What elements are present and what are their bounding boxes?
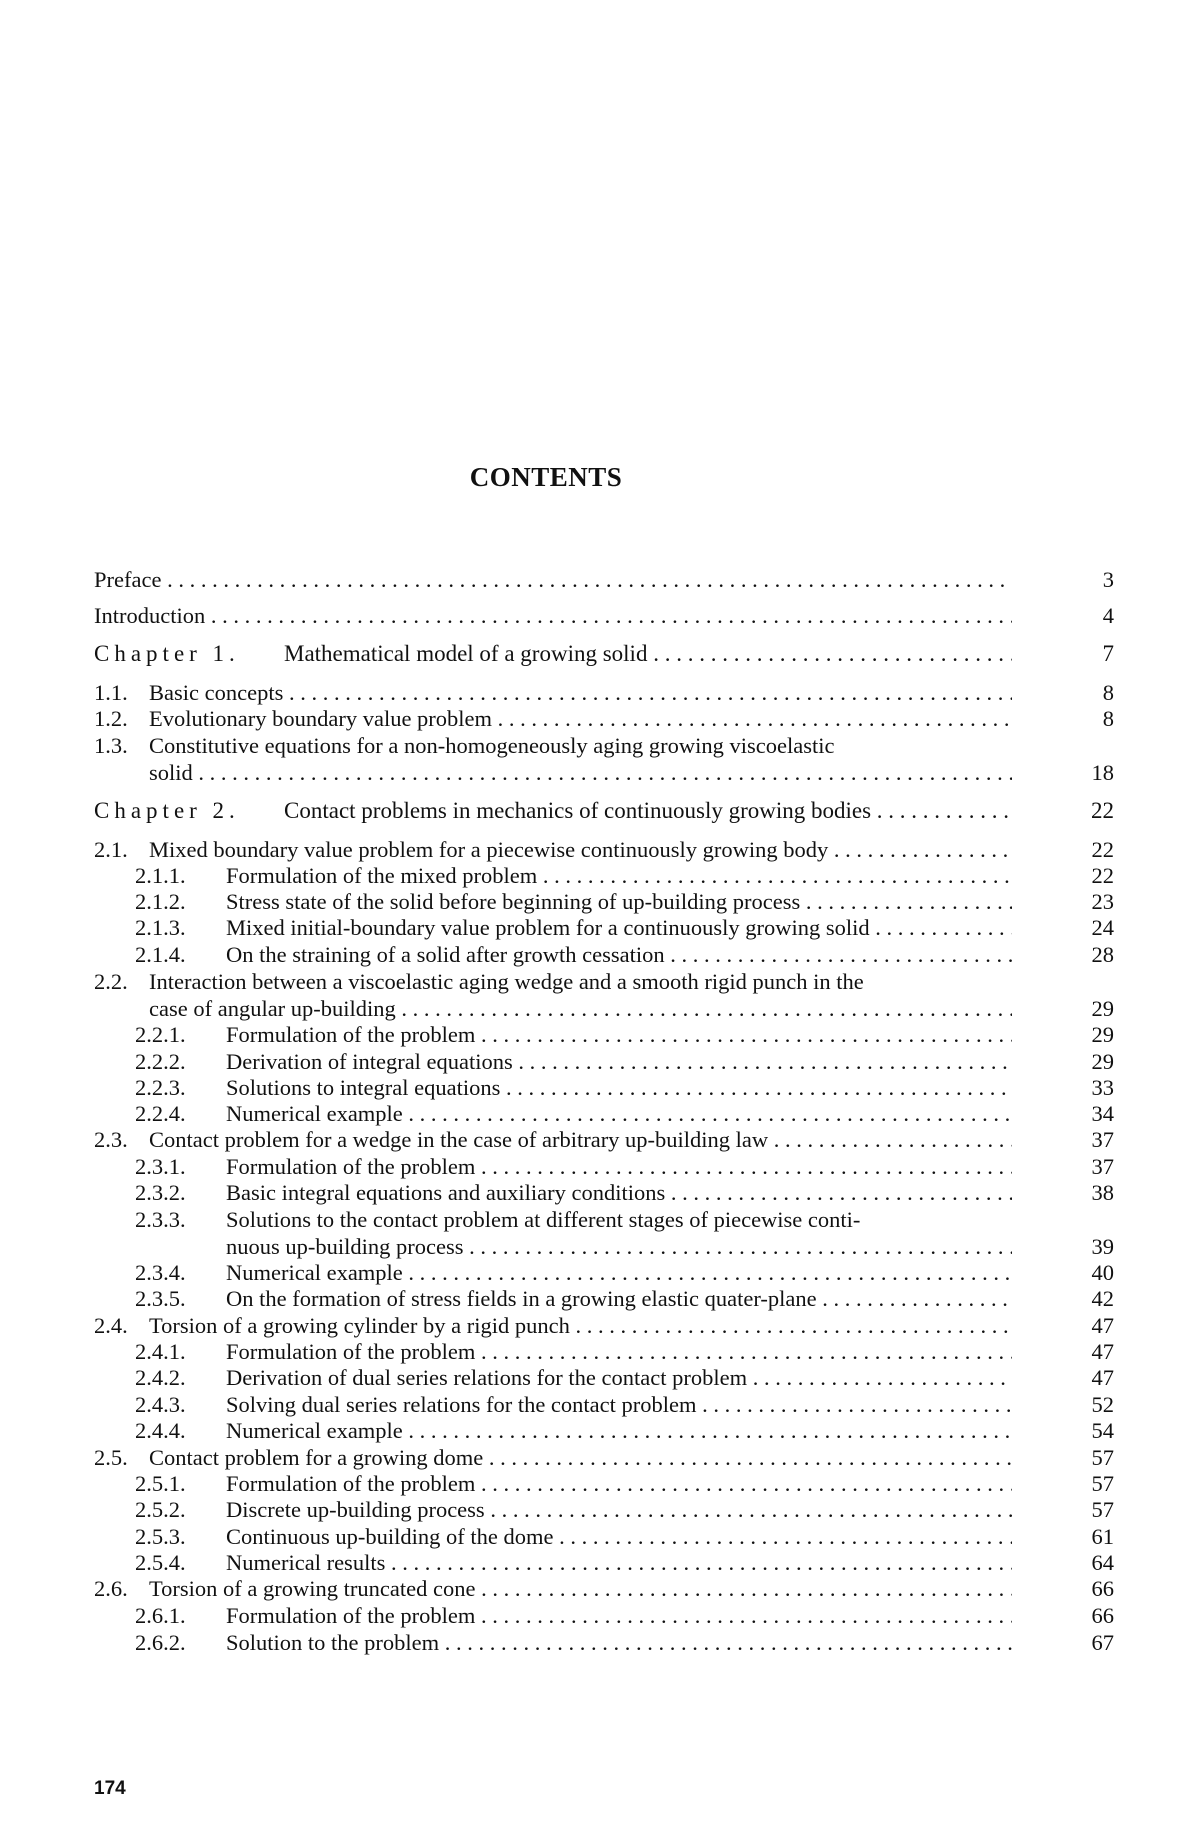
toc-entry xyxy=(94,1126,1114,1153)
toc-entry xyxy=(94,566,1114,593)
toc-entry xyxy=(94,1575,1114,1602)
toc-entry-title: Torsion of a growing cylinder by a rigid punch . . . xyxy=(149,1312,1012,1339)
toc-entry xyxy=(94,1417,1114,1444)
toc-entry-number: 2.5.4. xyxy=(135,1550,186,1575)
toc-entry-title: Basic concepts . . . xyxy=(149,679,1012,706)
toc-entry-number: 2.2.1. xyxy=(135,1022,186,1047)
toc-entry-number: 2.1. xyxy=(94,837,128,862)
toc-entry-title: Interaction between a viscoelastic aging wedge and a smooth rigid punch in the xyxy=(149,969,864,994)
toc-entry-page: 8 xyxy=(1102,680,1114,705)
toc-entry-title: Formulation of the problem . . . xyxy=(226,1153,1012,1180)
toc-entry xyxy=(94,1391,1114,1418)
toc-entry-number: 2.5.1. xyxy=(135,1471,186,1496)
toc-entry-page: 3 xyxy=(1102,567,1114,592)
toc-entry-number: 2.3.4. xyxy=(135,1260,186,1285)
toc-entry-page: 29 xyxy=(1091,1049,1114,1074)
toc-entry-page: 54 xyxy=(1091,1418,1114,1443)
toc-entry xyxy=(94,1233,1114,1260)
toc-entry xyxy=(94,1153,1114,1180)
toc-entry-title: Formulation of the mixed problem . . . xyxy=(226,862,1012,889)
toc-entry-number: 2.2.3. xyxy=(135,1075,186,1100)
toc-chapter-entry xyxy=(94,797,1114,824)
toc-entry-page: 47 xyxy=(1091,1339,1114,1364)
toc-entry-title: Formulation of the problem . . . xyxy=(226,1338,1012,1365)
toc-entry-page: 29 xyxy=(1091,1022,1114,1047)
toc-entry-title: Stress state of the solid before beginning of up-building process . . . xyxy=(226,888,1012,915)
toc-entry xyxy=(94,1312,1114,1339)
toc-entry-title: Formulation of the problem . . . xyxy=(226,1602,1012,1629)
toc-entry-title: Mixed initial-boundary value problem for a continuously growing solid . . . xyxy=(226,914,1012,941)
toc-entry-number: 2.4.4. xyxy=(135,1418,186,1443)
toc-entry xyxy=(94,1259,1114,1286)
toc-entry xyxy=(94,602,1114,629)
toc-entry-title: Preface . . . xyxy=(94,566,1012,593)
toc-entry-title: Solving dual series relations for the contact problem . . . xyxy=(226,1391,1012,1418)
toc-entry-page: 22 xyxy=(1091,863,1114,888)
toc-entry-page: 52 xyxy=(1091,1392,1114,1417)
toc-entry-title: Solutions to the contact problem at different stages of piecewise conti- xyxy=(226,1207,861,1232)
toc-entry-page: 40 xyxy=(1091,1260,1114,1285)
toc-entry xyxy=(94,888,1114,915)
toc-entry-number: Chapter 1. xyxy=(94,641,240,666)
toc-entry-title: Discrete up-building process . . . xyxy=(226,1496,1012,1523)
toc-entry-title: Numerical example . . . xyxy=(226,1100,1012,1127)
toc-entry-number: 2.3.2. xyxy=(135,1180,186,1205)
toc-entry-title: Introduction . . . xyxy=(94,602,1012,629)
toc-entry-number: 2.6.1. xyxy=(135,1603,186,1628)
toc-entry-title: Numerical results . . . xyxy=(226,1549,1012,1576)
toc-entry-title: Formulation of the problem . . . xyxy=(226,1470,1012,1497)
toc-entry-title: Solution to the problem . . . xyxy=(226,1629,1012,1656)
toc-entry-page: 47 xyxy=(1091,1365,1114,1390)
toc-entry-page: 22 xyxy=(1091,837,1114,862)
toc-entry-page: 4 xyxy=(1102,603,1114,628)
toc-entry-page: 38 xyxy=(1091,1180,1114,1205)
toc-entry xyxy=(94,1549,1114,1576)
toc-entry-title: Contact problem for a growing dome . . . xyxy=(149,1444,1012,1471)
toc-entry-number: 2.1.1. xyxy=(135,863,186,888)
toc-entry xyxy=(94,1206,1114,1233)
toc-entry-title: Torsion of a growing truncated cone . . . xyxy=(149,1575,1012,1602)
toc-entry-number: 2.2.4. xyxy=(135,1101,186,1126)
toc-entry xyxy=(94,995,1114,1022)
toc-entry-number: 2.2. xyxy=(94,969,128,994)
toc-entry-page: 37 xyxy=(1091,1154,1114,1179)
toc-entry-page: 23 xyxy=(1091,889,1114,914)
toc-entry-number: 1.2. xyxy=(94,706,128,731)
toc-entry-page: 29 xyxy=(1091,996,1114,1021)
toc-entry-title: Contact problems in mechanics of continuously growing bodies . . . xyxy=(284,797,1012,824)
toc-entry-number: 2.5. xyxy=(94,1445,128,1470)
page-title: CONTENTS xyxy=(469,462,623,492)
toc-entry-page: 18 xyxy=(1091,760,1114,785)
toc-entry-number: 2.3.3. xyxy=(135,1207,186,1232)
toc-entry-page: 66 xyxy=(1091,1603,1114,1628)
toc-entry-number: 2.5.3. xyxy=(135,1524,186,1549)
toc-entry-page: 61 xyxy=(1091,1524,1114,1549)
toc-entry xyxy=(94,1364,1114,1391)
toc-entry-page: 64 xyxy=(1091,1550,1114,1575)
toc-entry-number: 2.1.3. xyxy=(135,915,186,940)
toc-entry-page: 57 xyxy=(1091,1497,1114,1522)
toc-entry xyxy=(94,914,1114,941)
toc-entry-page: 28 xyxy=(1091,942,1114,967)
toc-entry xyxy=(94,1602,1114,1629)
toc-entry xyxy=(94,836,1114,863)
toc-entry-number: 2.4.1. xyxy=(135,1339,186,1364)
toc-entry xyxy=(94,1523,1114,1550)
toc-entry-page: 37 xyxy=(1091,1127,1114,1152)
toc-entry-number: 2.1.4. xyxy=(135,942,186,967)
table-of-contents xyxy=(94,0,1114,1848)
toc-entry-title: solid . . . xyxy=(149,759,1012,786)
toc-entry-page: 33 xyxy=(1091,1075,1114,1100)
toc-entry xyxy=(94,862,1114,889)
toc-entry-title: nuous up-building process . . . xyxy=(226,1233,1012,1260)
toc-entry-page: 8 xyxy=(1102,706,1114,731)
toc-entry-page: 66 xyxy=(1091,1576,1114,1601)
toc-entry xyxy=(94,1100,1114,1127)
toc-entry-page: 57 xyxy=(1091,1445,1114,1470)
toc-entry-title: Mixed boundary value problem for a piecewise continuously growing body . . . xyxy=(149,836,1012,863)
toc-entry xyxy=(94,941,1114,968)
toc-entry-page: 47 xyxy=(1091,1313,1114,1338)
toc-entry-title: Formulation of the problem . . . xyxy=(226,1021,1012,1048)
toc-entry-number: 2.3.5. xyxy=(135,1286,186,1311)
toc-entry-title: Derivation of integral equations . . . xyxy=(226,1048,1012,1075)
toc-chapter-entry xyxy=(94,640,1114,667)
toc-entry xyxy=(94,1074,1114,1101)
page-number: 174 xyxy=(94,1778,126,1799)
toc-entry-title: On the straining of a solid after growth cessation . . . xyxy=(226,941,1012,968)
toc-entry-page: 34 xyxy=(1091,1101,1114,1126)
toc-entry-number: 2.1.2. xyxy=(135,889,186,914)
toc-entry xyxy=(94,759,1114,786)
toc-entry-number: 2.5.2. xyxy=(135,1497,186,1522)
toc-entry-number: 2.6.2. xyxy=(135,1630,186,1655)
toc-entry-number: 2.4.3. xyxy=(135,1392,186,1417)
toc-entry-title: case of angular up-building . . . xyxy=(149,995,1012,1022)
toc-entry xyxy=(94,968,1114,995)
toc-entry xyxy=(94,705,1114,732)
toc-entry-number: 2.3. xyxy=(94,1127,128,1152)
toc-entry-page: 67 xyxy=(1091,1630,1114,1655)
toc-entry xyxy=(94,1285,1114,1312)
toc-entry-number: 2.6. xyxy=(94,1576,128,1601)
toc-entry xyxy=(94,1444,1114,1471)
toc-entry-title: Numerical example . . . xyxy=(226,1417,1012,1444)
toc-entry-page: 42 xyxy=(1091,1286,1114,1311)
toc-entry-number: 2.2.2. xyxy=(135,1049,186,1074)
toc-entry xyxy=(94,1338,1114,1365)
toc-entry-page: 24 xyxy=(1091,915,1114,940)
toc-entry xyxy=(94,1496,1114,1523)
toc-entry-page: 7 xyxy=(1102,641,1114,666)
toc-entry xyxy=(94,1470,1114,1497)
toc-entry-number: 1.1. xyxy=(94,680,128,705)
toc-entry-title: On the formation of stress fields in a growing elastic quater-plane . . . xyxy=(226,1285,1012,1312)
toc-entry-title: Evolutionary boundary value problem . . . xyxy=(149,705,1012,732)
toc-entry-page: 57 xyxy=(1091,1471,1114,1496)
toc-entry-title: Constitutive equations for a non-homogeneously aging growing viscoelastic xyxy=(149,733,835,758)
toc-entry-title: Mathematical model of a growing solid . . . xyxy=(284,640,1012,667)
toc-entry-page: 39 xyxy=(1091,1234,1114,1259)
toc-entry xyxy=(94,732,1114,759)
toc-entry-title: Contact problem for a wedge in the case of arbitrary up-building law . . . xyxy=(149,1126,1012,1153)
toc-entry-number: 2.4. xyxy=(94,1313,128,1338)
toc-entry-number: 2.3.1. xyxy=(135,1154,186,1179)
toc-entry xyxy=(94,679,1114,706)
toc-entry-title: Derivation of dual series relations for the contact problem . . . xyxy=(226,1364,1012,1391)
toc-entry xyxy=(94,1179,1114,1206)
toc-entry-title: Numerical example . . . xyxy=(226,1259,1012,1286)
toc-entry-number: 2.4.2. xyxy=(135,1365,186,1390)
toc-entry-number: 1.3. xyxy=(94,733,128,758)
toc-entry-title: Continuous up-building of the dome . . . xyxy=(226,1523,1012,1550)
toc-entry xyxy=(94,1048,1114,1075)
toc-entry xyxy=(94,1021,1114,1048)
toc-entry-page: 22 xyxy=(1091,798,1114,823)
toc-entry-title: Solutions to integral equations . . . xyxy=(226,1074,1012,1101)
toc-entry-number: Chapter 2. xyxy=(94,798,240,823)
toc-entry xyxy=(94,1629,1114,1656)
toc-entry-title: Basic integral equations and auxiliary conditions . . . xyxy=(226,1179,1012,1206)
